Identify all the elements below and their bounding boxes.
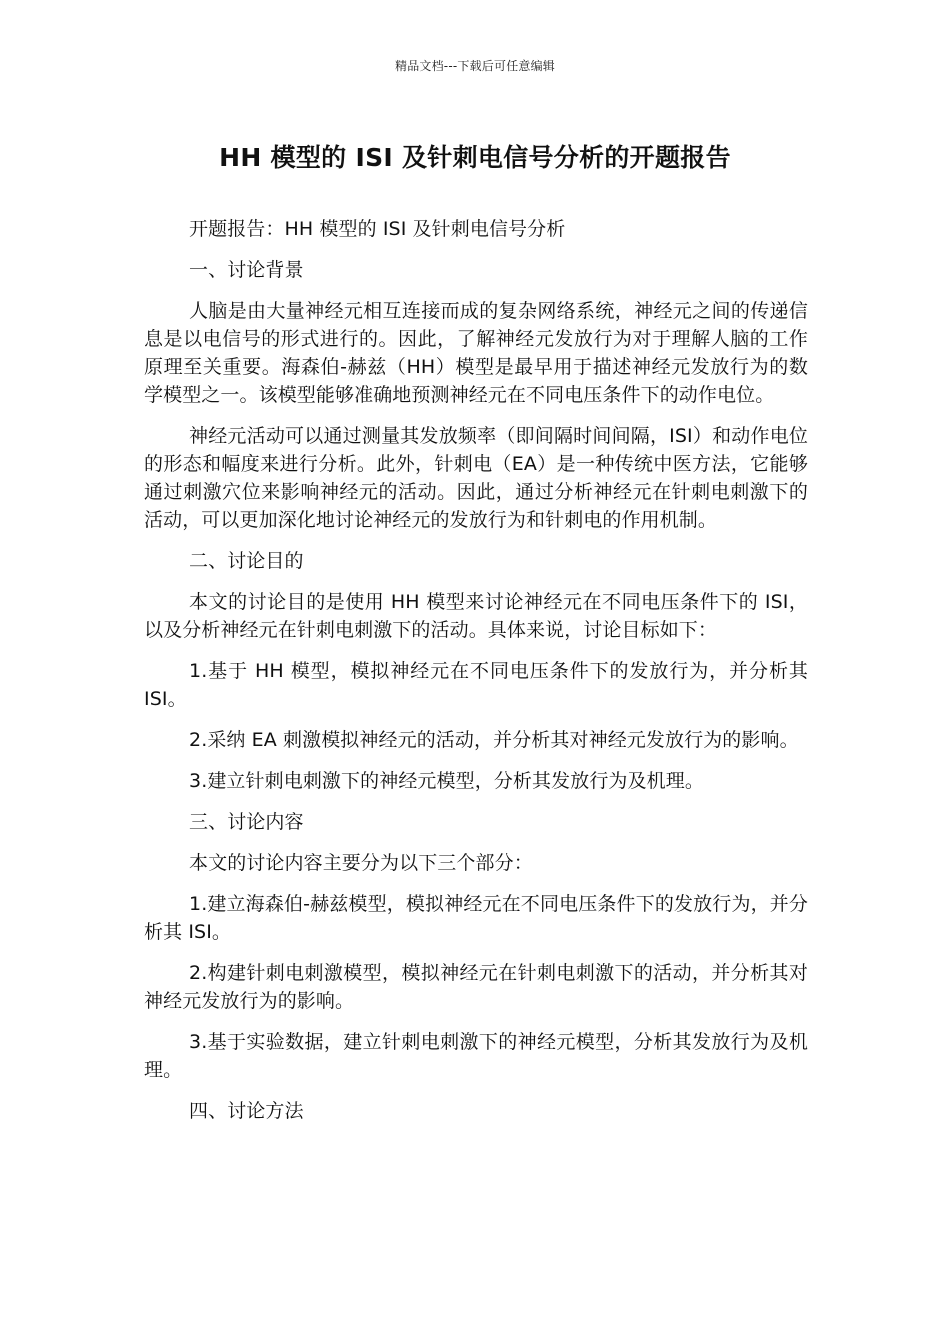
- purpose-item-3: 3.建立针刺电刺激下的神经元模型，分析其发放行为及机理。: [189, 770, 704, 792]
- background-paragraph-2: 神经元活动可以通过测量其发放频率（即间隔时间间隔，ISI）和动作电位的形态和幅度来进行分析。此外，针刺电（EA）是一种传统中医方法，它能够通过刺激穴位来影响神经元的活动。因此，通过分析神经元在针刺电刺激下的活动，可以更加深化地讨论神经元的发放行为和针刺电的作用机制。: [144, 425, 808, 531]
- purpose-item-1: 1.基于 HH 模型，模拟神经元在不同电压条件下的发放行为，并分析其 ISI。: [144, 660, 808, 710]
- subtitle-line: 开题报告：HH 模型的 ISI 及针刺电信号分析: [189, 218, 566, 240]
- background-paragraph-1: 人脑是由大量神经元相互连接而成的复杂网络系统，神经元之间的传递信息是以电信号的形式进行的。因此，了解神经元发放行为对于理解人脑的工作原理至关重要。海森伯-赫兹（HH）模型是最早用于描述神经元发放行为的数学模型之一。该模型能够准确地预测神经元在不同电压条件下的动作电位。: [144, 300, 808, 406]
- content-item-2: 2.构建针刺电刺激模型，模拟神经元在针刺电刺激下的活动，并分析其对神经元发放行为的影响。: [144, 962, 808, 1012]
- document-body: [144, 215, 808, 1138]
- content-item-3: 3.基于实验数据，建立针刺电刺激下的神经元模型，分析其发放行为及机理。: [144, 1031, 808, 1081]
- section-heading-method: 四、讨论方法: [189, 1100, 304, 1122]
- section-heading-content: 三、讨论内容: [189, 811, 304, 833]
- content-intro-paragraph: 本文的讨论内容主要分为以下三个部分：: [189, 852, 533, 874]
- purpose-item-2: 2.采纳 EA 刺激模拟神经元的活动，并分析其对神经元发放行为的影响。: [189, 729, 799, 751]
- document-title: HH 模型的 ISI 及针刺电信号分析的开题报告: [219, 143, 731, 172]
- content-item-1: 1.建立海森伯-赫兹模型，模拟神经元在不同电压条件下的发放行为，并分析其 ISI。: [144, 893, 808, 943]
- page-header-note: 精品文档---下载后可任意编辑: [395, 59, 555, 73]
- purpose-intro-paragraph: 本文的讨论目的是使用 HH 模型来讨论神经元在不同电压条件下的 ISI，以及分析神经元在针刺电刺激下的活动。具体来说，讨论目标如下：: [144, 591, 808, 641]
- section-heading-purpose: 二、讨论目的: [189, 550, 304, 572]
- section-heading-background: 一、讨论背景: [189, 259, 304, 281]
